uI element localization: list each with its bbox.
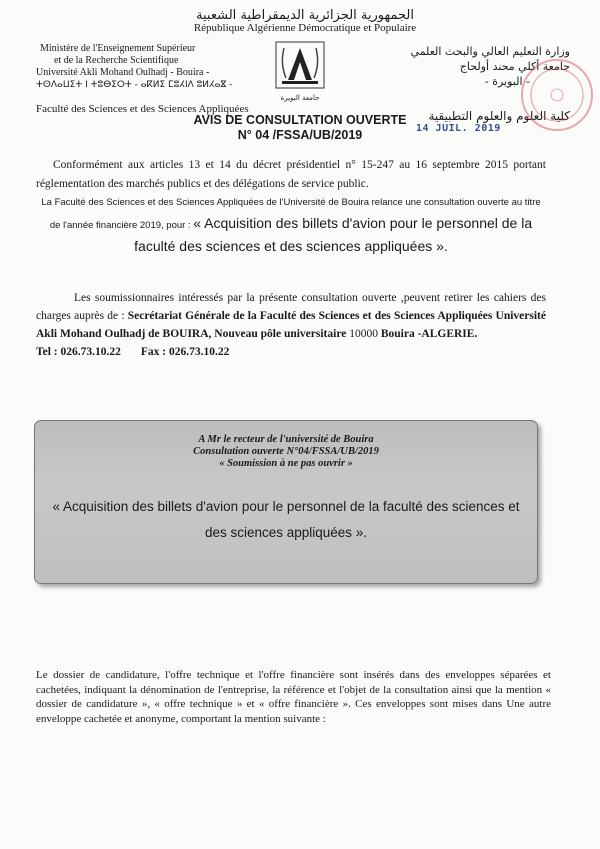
arabic-university: جامعة أكلي محند أولحاج [459, 60, 570, 73]
tel-number: Tel : 026.73.10.22 [36, 346, 121, 358]
envelope-warning: « Soumission à ne pas ouvrir » [219, 458, 353, 469]
withdrawal-address: Secrétariat Générale de la Faculté des Sciences et des Sciences Appliquées Université Akli Mohand Oulhadj de BOUIRA, Nouveau pôle universitaire [36, 310, 546, 340]
fax-number: Fax : 026.73.10.22 [140, 346, 230, 358]
paragraph-submission: Le dossier de candidature, l'offre technique et l'offre financière sont insérés dans des enveloppes séparées et cachetées, indiquant la dénomination de l'entreprise, la référence et l'objet de la consultation ainsi que la mention « dossier de candidature », « offre technique » et « offre financière ». Ces enveloppes sont mises dans Une autre enveloppe cachetée et anonyme, comportant la mention suivante : [36, 669, 551, 725]
envelope-mention-box [34, 420, 538, 584]
withdrawal-city: Bouira -ALGERIE. [380, 328, 478, 340]
official-stamp-icon [518, 56, 596, 134]
arabic-city: - البويرة - [484, 75, 530, 88]
notice-title: AVIS DE CONSULTATION OUVERTE [193, 113, 407, 127]
paragraph-legal-basis: Conformément aux articles 13 et 14 du décret présidentiel n° 15-247 au 16 septembre 2015 portant réglementation des marchés publics et des délégations de service public. [36, 159, 546, 190]
ministry-line-1: Ministère de l'Enseignement Supérieur [40, 43, 196, 54]
object-intro: La Faculté des Sciences et des Sciences Appliquées de l'Université de Bouira relance une consultation ouverte au titre de l'année financière 2019, pour : [41, 197, 541, 231]
postal-code: 10000 [346, 328, 381, 340]
logo-caption: جامعة البويرة [280, 94, 320, 102]
date-stamp: 14 JUIL. 2019 [416, 123, 501, 134]
header-left-block [36, 43, 271, 115]
faculty-name: Faculté des Sciences et des Sciences Appliquées [36, 103, 249, 115]
arabic-faculty: كلية العلوم والعلوم التطبيقية [428, 109, 570, 123]
envelope-object: « Acquisition des billets d'avion pour le personnel de la faculté des sciences et des sciences appliquées ». [52, 499, 520, 540]
envelope-recipient: A Mr le recteur de l'université de Bouira [198, 434, 374, 445]
withdrawal-intro: Les soumissionnaires intéressés par la présente consultation ouverte ,peuvent retirer les cahiers des charges auprès de : [36, 292, 546, 322]
university-name: Université Akli Mohand Oulhadj - Bouira - [36, 67, 210, 78]
envelope-header [35, 434, 537, 470]
notice-number: N° 04 /FSSA/UB/2019 [237, 128, 363, 142]
arabic-ministry: وزارة التعليم العالي والبحث العلمي [410, 45, 570, 58]
tifinagh-line: ⵜⵙⴷⴰⵡⵉⵜ ⵏ ⵜⵓⴱⵉⵔⵜ - ⴰⴽⵍⵉ ⵎⵓⵃⵏⴷ ⵓⵍⵃⴰⴵ - [36, 80, 233, 90]
header-arabic-republic: الجمهورية الجزائرية الديمقراطية الشعبية [196, 8, 414, 23]
university-logo-icon [272, 40, 328, 106]
envelope-reference: Consultation ouverte N°04/FSSA/UB/2019 [193, 446, 379, 457]
object-title: « Acquisition des billets d'avion pour le personnel de la faculté des sciences et des sciences appliquées ». [134, 215, 533, 254]
paragraph-object [36, 193, 546, 259]
notice-title-block [150, 113, 450, 143]
paragraph-withdrawal [36, 289, 546, 343]
header-french-republic: République Algérienne Démocratique et Populaire [193, 22, 417, 34]
ministry-line-2: et de la Recherche Scientifique [54, 55, 179, 66]
contact-line [36, 346, 436, 358]
